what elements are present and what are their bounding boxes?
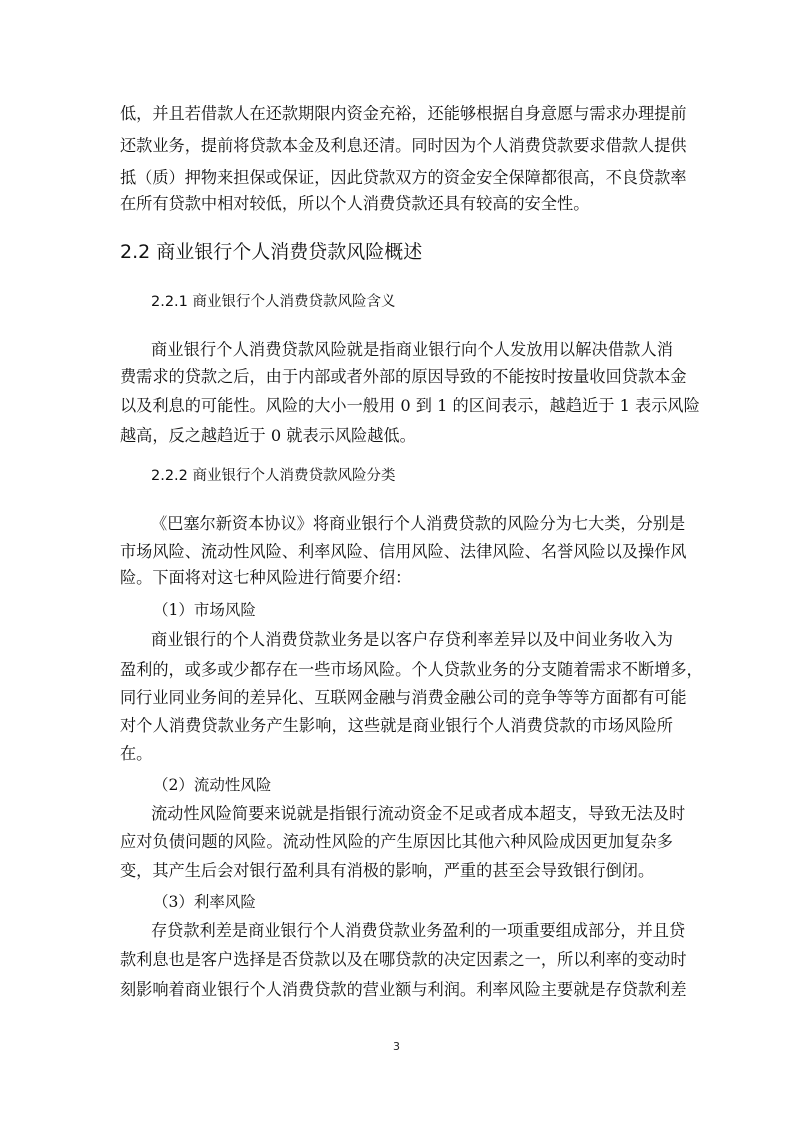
text-line: 在所有贷款中相对较低，所以个人消费贷款还具有较高的安全性。: [120, 194, 590, 213]
text-line: 在。: [120, 744, 153, 763]
risk-item-label-interest: （3）利率风险: [153, 893, 256, 911]
text-line: 险。下面将对这七种风险进行简要介绍：: [120, 568, 412, 587]
text-line: 存贷款利差是商业银行个人消费贷款业务盈利的一项重要组成部分，并且贷: [151, 921, 686, 940]
text-line: 越高，反之越趋近于 0 就表示风险越低。: [120, 426, 416, 445]
text-line: 盈利的，或多或少都存在一些市场风险。个人贷款业务的分支随着需求不断增多，: [120, 660, 703, 679]
text-line: 《巴塞尔新资本协议》将商业银行个人消费贷款的风险分为七大类，分别是: [151, 514, 686, 533]
text-line: 商业银行个人消费贷款风险就是指商业银行向个人发放用以解决借款人消: [151, 340, 673, 359]
text-line: 低，并且若借款人在还款期限内资金充裕，还能够根据自身意愿与需求办理提前: [120, 104, 687, 123]
text-line: 对个人消费贷款业务产生影响，这些就是商业银行个人消费贷款的市场风险所: [120, 716, 673, 735]
text-line: 商业银行的个人消费贷款业务是以客户存贷利率差异以及中间业务收入为: [151, 630, 673, 649]
text-line: 款利息也是客户选择是否贷款以及在哪贷款的决定因素之一，所以利率的变动时: [120, 950, 687, 969]
text-line: 以及利息的可能性。风险的大小一般用 0 到 1 的区间表示，越趋近于 1 表示风险: [120, 396, 700, 415]
text-line: 应对负债问题的风险。流动性风险的产生原因比其他六种风险成因更加复杂多: [120, 832, 673, 851]
risk-item-label-liquidity: （2）流动性风险: [153, 776, 272, 794]
subsection-heading-2-2-1: 2.2.1 商业银行个人消费贷款风险含义: [151, 294, 396, 310]
text-line: 费需求的贷款之后，由于内部或者外部的原因导致的不能按时按量收回贷款本金: [120, 367, 687, 386]
text-line: 还款业务，提前将贷款本金及利息还清。同时因为个人消费贷款要求借款人提供: [120, 136, 687, 155]
text-line: 同行业同业务间的差异化、互联网金融与消费金融公司的竞争等等方面都有可能: [120, 688, 687, 707]
text-line: 变，其产生后会对银行盈利具有消极的影响，严重的甚至会导致银行倒闭。: [120, 861, 655, 880]
risk-item-label-market: （1）市场风险: [153, 601, 256, 619]
text-line: 流动性风险简要来说就是指银行流动资金不足或者成本超支，导致无法及时: [151, 804, 686, 823]
page-number: 3: [393, 1040, 400, 1053]
text-line: 抵（质）押物来担保或保证，因此贷款双方的资金安全保障都很高，不良贷款率: [120, 168, 687, 187]
text-line: 刻影响着商业银行个人消费贷款的营业额与利润。利率风险主要就是存贷款利差: [120, 980, 687, 999]
subsection-heading-2-2-2: 2.2.2 商业银行个人消费贷款风险分类: [151, 468, 396, 484]
text-line: 市场风险、流动性风险、利率风险、信用风险、法律风险、名誉风险以及操作风: [120, 542, 687, 561]
section-heading-2-2: 2.2 商业银行个人消费贷款风险概述: [120, 241, 423, 263]
